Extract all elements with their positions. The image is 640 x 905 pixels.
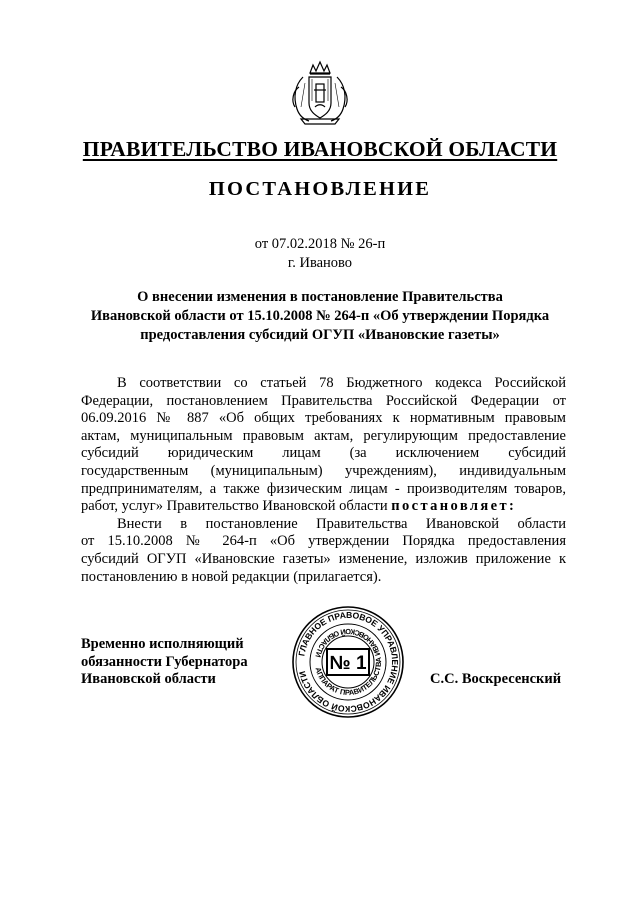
- official-stamp: [289, 603, 407, 721]
- body-line: 06.09.2016 № 887 «Об общих требованиях к нормативным правовым: [81, 410, 566, 427]
- body-line: субсидий ОГУП «Ивановские газеты» изменение, изложив приложение к: [81, 550, 566, 567]
- subject-line: Ивановской области от 15.10.2008 № 264-п «Об утверждении Порядка: [90, 308, 550, 324]
- stamp-number: № 1: [329, 653, 367, 674]
- body-line: Внести в постановление Правительства Ивановской области: [117, 515, 566, 532]
- decree-word: постановляет:: [391, 498, 517, 515]
- signer-position-line: обязанности Губернатора: [81, 653, 248, 670]
- document-date-number: от 07.02.2018 № 26-п: [254, 236, 386, 252]
- signer-position: [81, 636, 248, 689]
- body-line: субсидий юридическим лицам (за исключением субсидий: [81, 445, 566, 462]
- body-line: от 15.10.2008 № 264-п «Об утверждении Порядка предоставления: [81, 533, 566, 550]
- stamp-inner-text: АППАРАТ ПРАВИТЕЛЬСТВА ИВАНОВСКОЙ ОБЛАСТИ: [313, 626, 384, 698]
- body-line: Федерации, постановлением Правительства Российской Федерации от: [81, 392, 566, 409]
- document-city: г. Иваново: [287, 255, 353, 271]
- document-subject: [80, 288, 560, 345]
- signer-position-line: Временно исполняющий: [81, 636, 244, 652]
- document-body: [81, 375, 566, 586]
- coat-of-arms-emblem-icon: [285, 57, 355, 127]
- body-line: государственным (муниципальным) учреждениям), индивидуальным: [81, 462, 566, 479]
- body-line: В соответствии со статьей 78 Бюджетного кодекса Российской: [117, 375, 566, 391]
- subject-line: О внесении изменения в постановление Правительства: [137, 289, 503, 305]
- organization-title: ПРАВИТЕЛЬСТВО ИВАНОВСКОЙ ОБЛАСТИ: [82, 137, 558, 161]
- body-line: постановлению в новой редакции (прилагается).: [81, 568, 382, 585]
- signer-position-line: Ивановской области: [81, 671, 216, 688]
- body-line: актам, муниципальным правовым актам, регулирующим предоставление: [81, 427, 566, 444]
- body-line-text: работ, услуг» Правительство Ивановской области: [81, 498, 388, 515]
- body-line-last: [81, 498, 566, 516]
- stamp-outer-text: ГЛАВНОЕ ПРАВОВОЕ УПРАВЛЕНИЕ ИВАНОВСКОЙ ОБЛАСТИ: [296, 609, 401, 715]
- body-line: предпринимателям, а также физическим лицам - производителям товаров,: [81, 480, 566, 497]
- signer-name: С.С. Воскресенский: [430, 671, 562, 687]
- subject-line: предоставления субсидий ОГУП «Ивановские газеты»: [140, 327, 500, 343]
- document-type: ПОСТАНОВЛЕНИЕ: [208, 178, 432, 200]
